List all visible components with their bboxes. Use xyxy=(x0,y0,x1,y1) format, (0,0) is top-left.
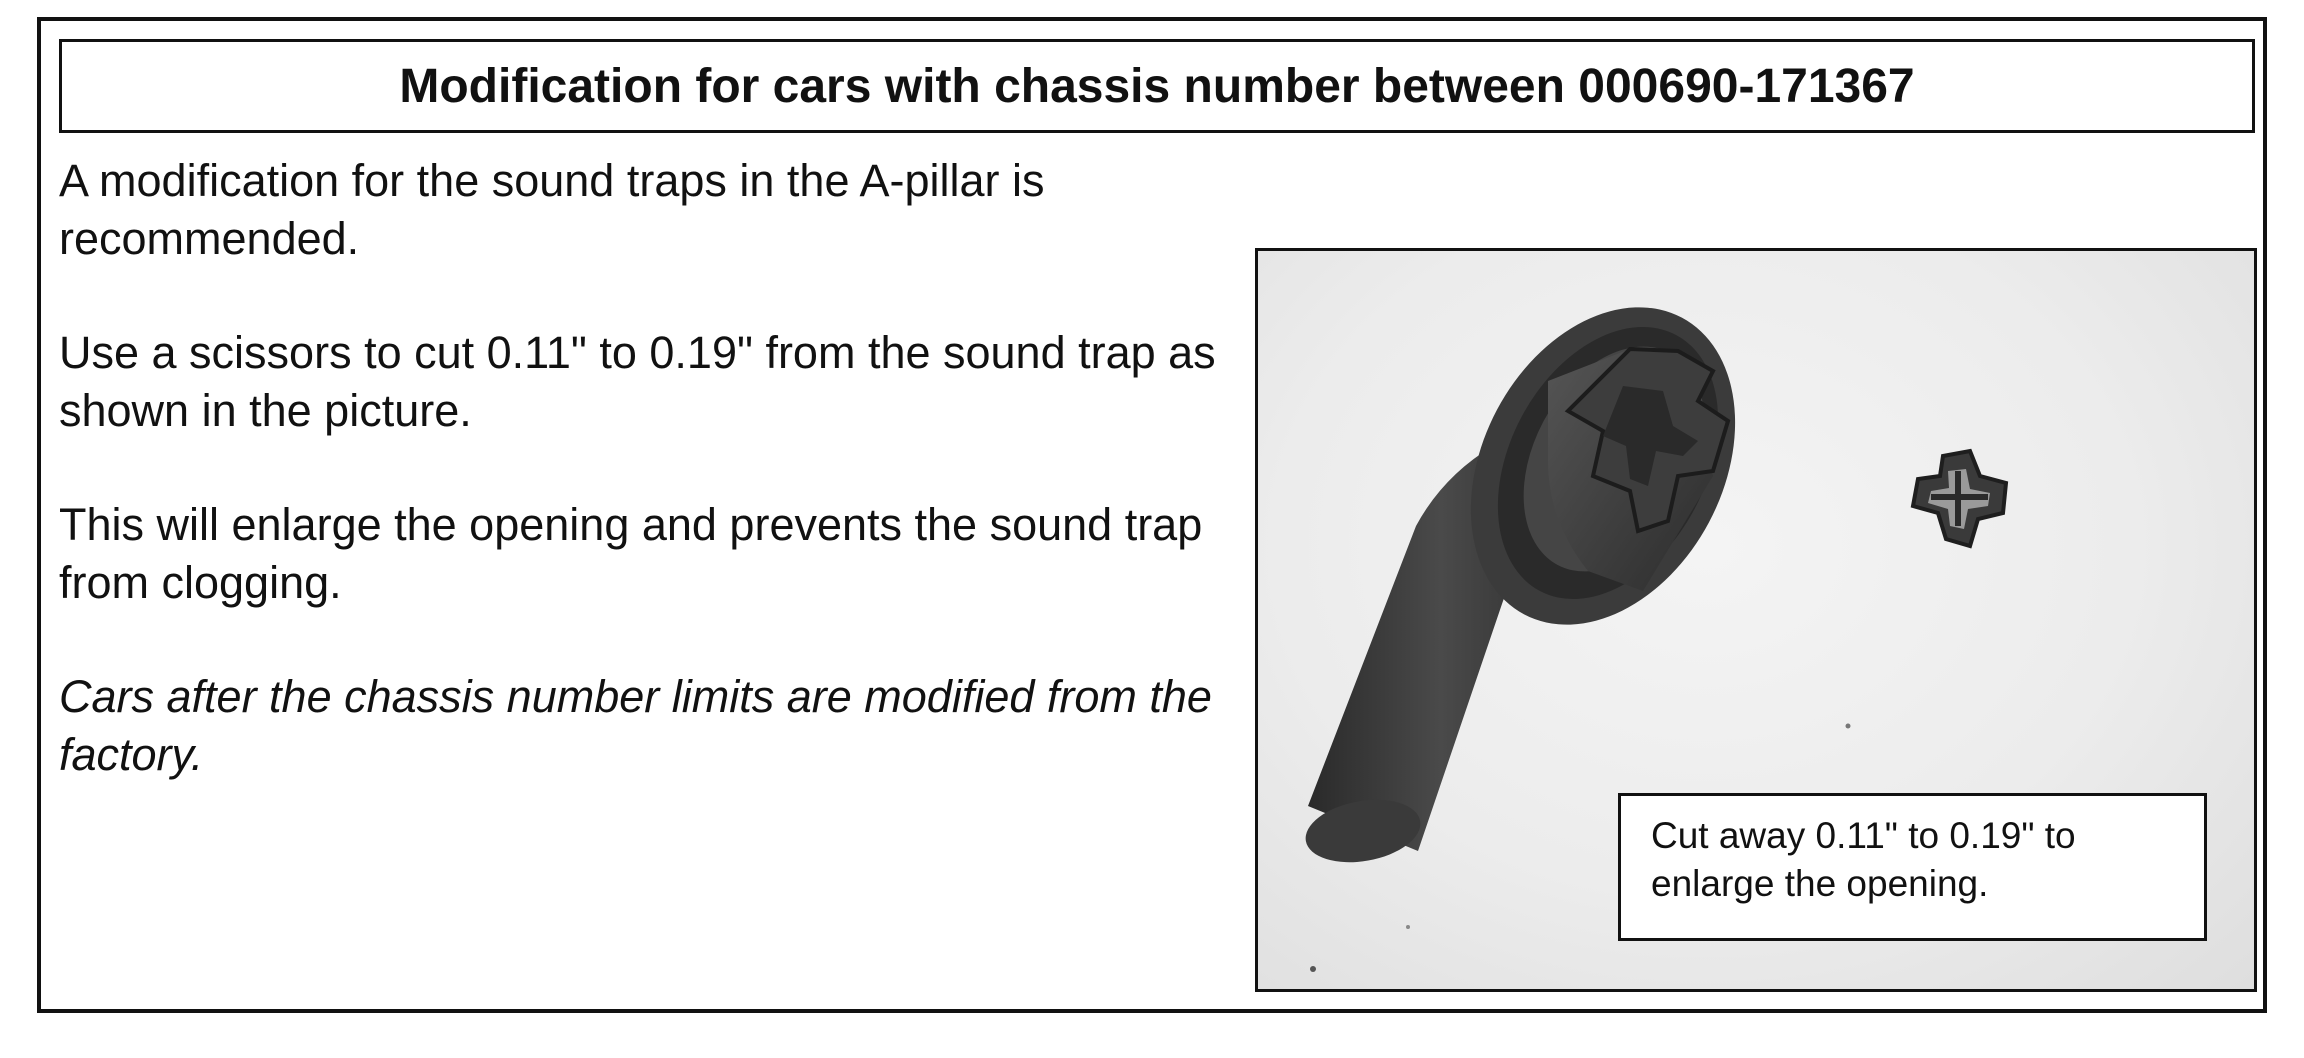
callout-text: Cut away 0.11" to 0.19" to enlarge the opening. xyxy=(1651,815,2076,904)
photo-speck xyxy=(1310,966,1316,972)
paragraph-recommendation: A modification for the sound traps in the A-pillar is recommended. xyxy=(59,155,1045,264)
factory-note: Cars after the chassis number limits are modified from the factory. xyxy=(59,671,1212,780)
instruction-text xyxy=(59,152,1239,840)
photo-speck xyxy=(1846,724,1851,729)
document-title: Modification for cars with chassis number between 000690-171367 xyxy=(399,59,1915,113)
cut-off-cross-piece xyxy=(1913,451,2006,546)
title-box xyxy=(59,39,2255,133)
figure-callout xyxy=(1618,793,2207,941)
paragraph-purpose: This will enlarge the opening and prevents the sound trap from clogging. xyxy=(59,499,1203,608)
photo-speck xyxy=(1406,925,1410,929)
paragraph-cut-instruction: Use a scissors to cut 0.11" to 0.19" from the sound trap as shown in the picture. xyxy=(59,327,1216,436)
